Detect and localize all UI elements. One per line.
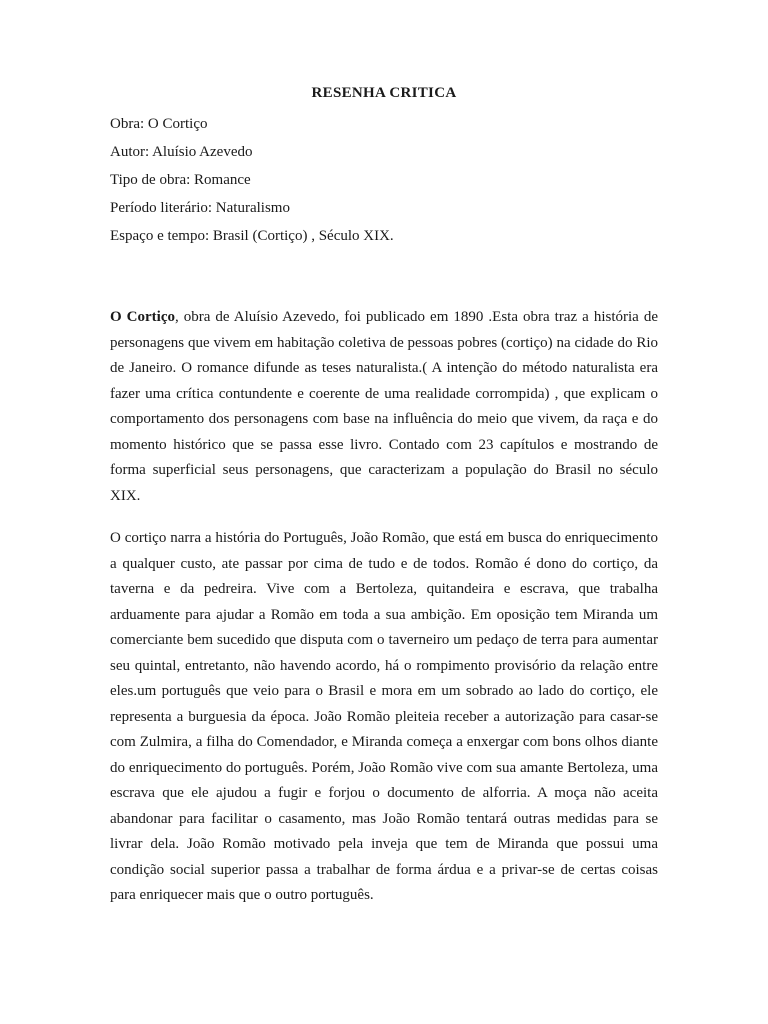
paragraph-plot: O cortiço narra a história do Português, João Romão, que está em busca do enriquecimento a qualquer custo, ate passar por cima de tudo e de todos. Romão é dono do cortiço, da taverna e da pedreira. Vive com a Bertoleza, quitandeira e escrava, que trabalha arduamente para ajudar a Romão em toda a sua ambição. Em oposição tem Miranda um comerciante bem sucedido que disputa com o taverneiro um pedaço de terra para aumentar seu quintal, entretanto, não havendo acordo, há o rompimento provisório da relação entre eles.um português que veio para o Brasil e mora em um sobrado ao lado do cortiço, ele representa a burguesia da época. João Romão pleiteia receber a autorização para casar-se com Zulmira, a filha do Comendador, e Miranda começa a enxergar com bons olhos diante do enriquecimento do português. Porém, João Romão vive com sua amante Bertoleza, uma escrava que ele ajudou a fugir e forjou o documento de alforria. A moça não aceita abandonar para facilitar o casamento, mas João Romão tentará outras medidas para se livrar dela. João Romão motivado pela inveja que tem de Miranda que possui uma condição social superior passa a trabalhar de forma árdua e a privar-se de certas coisas para enriquecer mais que o outro português.	[110, 530, 658, 903]
bold-lead: O Cortiço	[110, 309, 175, 325]
meta-space-time: Espaço e tempo: Brasil (Cortiço) , Século XIX.	[110, 228, 394, 244]
meta-work: Obra: O Cortiço	[110, 116, 208, 132]
meta-period: Período literário: Naturalismo	[110, 200, 290, 216]
document-title: RESENHA CRITICA	[311, 85, 457, 101]
meta-author: Autor: Aluísio Azevedo	[110, 144, 253, 160]
work-metadata	[110, 114, 394, 254]
paragraph-intro-text: , obra de Aluísio Azevedo, foi publicado em 1890 .Esta obra traz a história de personagens que vivem em habitação coletiva de pessoas pobres (cortiço) na cidade do Rio de Janeiro. O romance difunde as teses naturalista.( A intenção do método naturalista era fazer uma crítica contundente e coerente de uma realidade corrompida) , que explicam o comportamento dos personagens com base na influência do meio que vivem, da raça e do momento histórico que se passa esse livro. Contado com 23 capítulos e mostrando de forma superficial seus personagens, que caracterizam a população do Brasil no século XIX.	[110, 309, 658, 504]
meta-type: Tipo de obra: Romance	[110, 172, 251, 188]
review-body	[110, 305, 658, 926]
paragraph-intro	[110, 305, 658, 509]
